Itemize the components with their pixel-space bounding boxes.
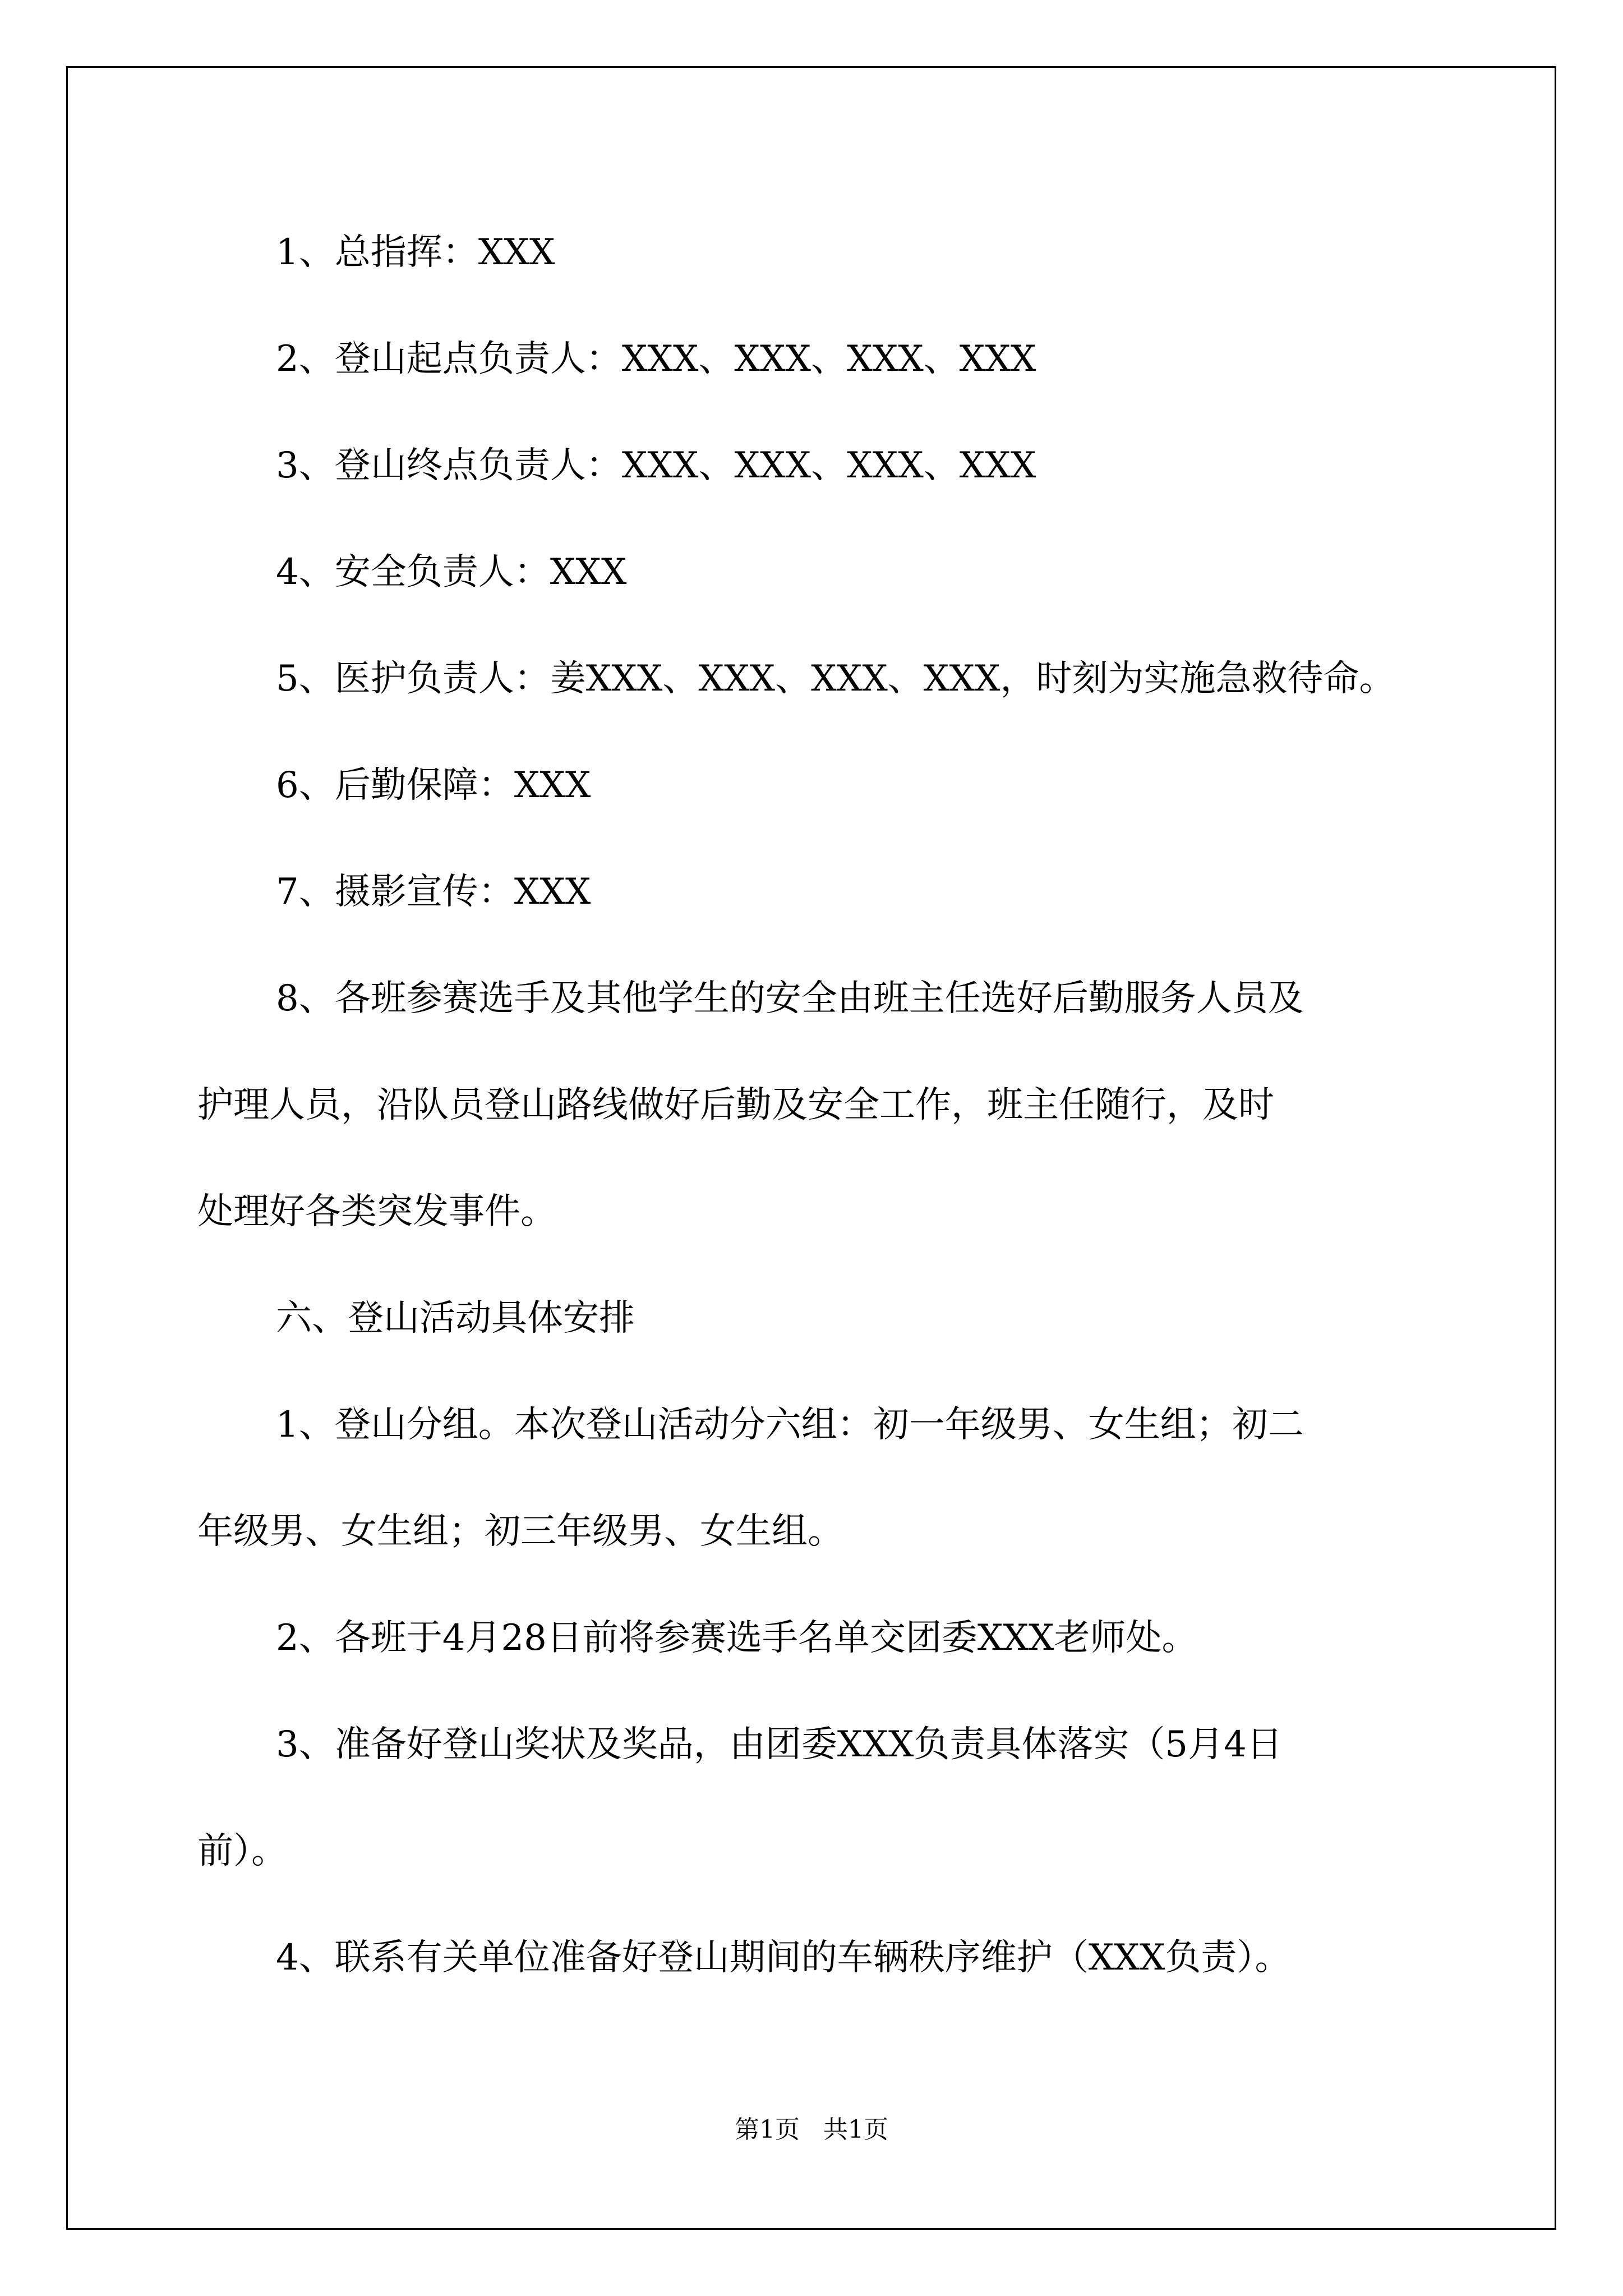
- text-line-6: 6、后勤保障：XXX: [276, 765, 591, 806]
- text-line-17: 4、联系有关单位准备好登山期间的车辆秩序维护（XXX负责）。: [276, 1937, 1291, 1978]
- text-line-4: 4、安全负责人：XXX: [276, 551, 627, 593]
- page-footer: 第1页 共1页: [735, 2115, 888, 2144]
- text-line-5: 5、医护负责人：姜XXX、XXX、XXX、XXX，时刻为实施急救待命。: [276, 658, 1395, 700]
- text-line-3: 3、登山终点负责人：XXX、XXX、XXX、XXX: [276, 445, 1036, 486]
- text-line-14: 2、各班于4月28日前将参赛选手名单交团委XXX老师处。: [276, 1617, 1198, 1659]
- text-line-7: 7、摄影宣传：XXX: [276, 871, 591, 913]
- page-border: [66, 66, 1556, 2230]
- text-line-8: 8、各班参赛选手及其他学生的安全由班主任选好后勤服务人员及: [276, 978, 1304, 1019]
- text-line-16: 前）。: [197, 1830, 287, 1872]
- text-line-1: 1、总指挥：XXX: [276, 232, 555, 273]
- text-line-9: 护理人员，沿队员登山路线做好后勤及安全工作，班主任随行，及时: [197, 1084, 1274, 1126]
- section-heading: 六、登山活动具体安排: [276, 1297, 635, 1339]
- text-line-12: 1、登山分组。本次登山活动分六组：初一年级男、女生组；初二: [276, 1404, 1304, 1446]
- text-line-13: 年级男、女生组；初三年级男、女生组。: [197, 1511, 843, 1552]
- text-line-15: 3、准备好登山奖状及奖品，由团委XXX负责具体落实（5月4日: [276, 1724, 1283, 1765]
- text-line-2: 2、登山起点负责人：XXX、XXX、XXX、XXX: [276, 338, 1036, 380]
- text-line-10: 处理好各类突发事件。: [197, 1191, 556, 1232]
